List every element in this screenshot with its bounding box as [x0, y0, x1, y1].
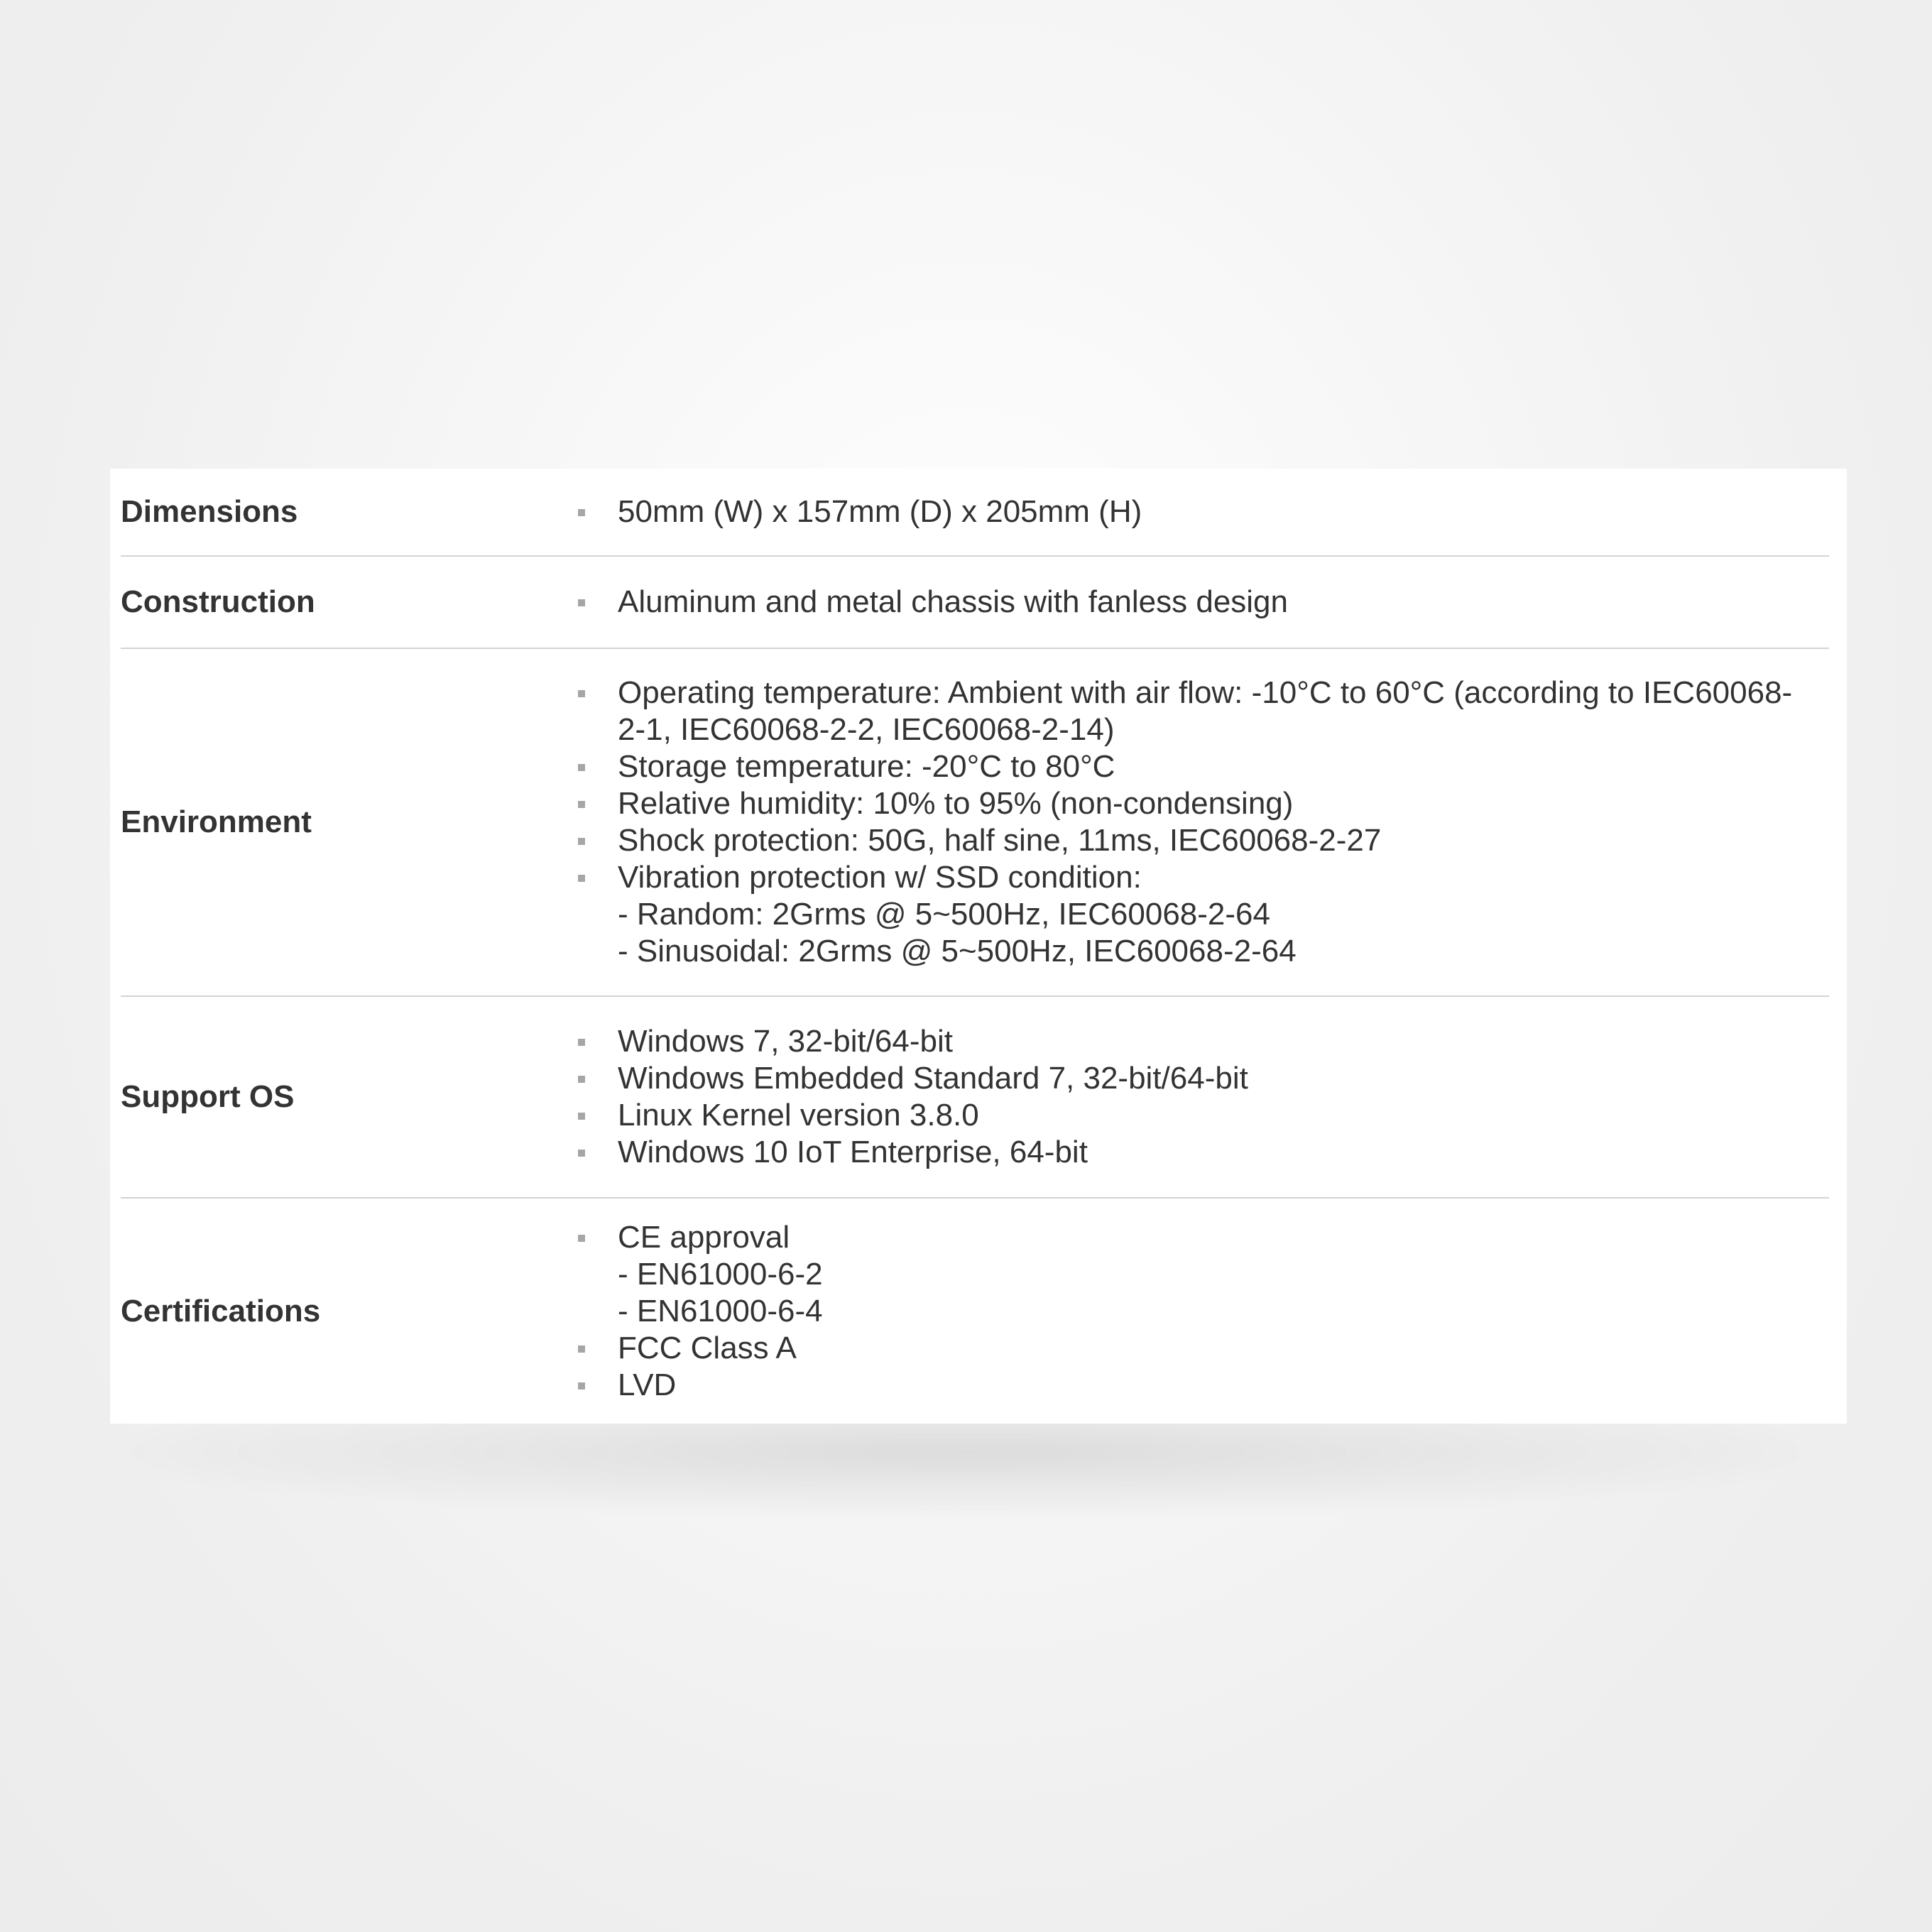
spec-row-environment	[121, 649, 1829, 997]
spec-item-line: FCC Class A	[618, 1330, 797, 1365]
spec-row-certifications	[121, 1199, 1829, 1424]
square-bullet-icon	[578, 1346, 585, 1353]
spec-item-line: CE approval	[618, 1219, 790, 1255]
spec-values-support-os	[618, 997, 1829, 1197]
specification-table	[110, 469, 1847, 1424]
square-bullet-icon	[578, 1039, 585, 1046]
spec-item-line: 2-1, IEC60068-2-2, IEC60068-2-14)	[618, 712, 1115, 747]
square-bullet-icon	[578, 1113, 585, 1120]
spec-item-line: Aluminum and metal chassis with fanless design	[618, 584, 1289, 619]
spec-item-line: Operating temperature: Ambient with air flow: -10°C to 60°C (according to IEC60068-	[618, 675, 1793, 710]
spec-item-line: Relative humidity: 10% to 95% (non-condensing)	[618, 786, 1294, 821]
spec-row-dimensions	[121, 469, 1829, 557]
spec-label-construction: Construction	[121, 584, 315, 619]
square-bullet-icon	[578, 1235, 585, 1242]
spec-item-line: - EN61000-6-4	[618, 1293, 823, 1328]
spec-item	[618, 785, 1829, 822]
spec-item	[618, 1134, 1829, 1171]
spec-label-environment: Environment	[121, 804, 312, 839]
spec-item-line: - Sinusoidal: 2Grms @ 5~500Hz, IEC60068-2-64	[618, 934, 1297, 968]
square-bullet-icon	[578, 764, 585, 771]
spec-row-construction	[121, 557, 1829, 649]
square-bullet-icon	[578, 690, 585, 697]
spec-item	[618, 1060, 1829, 1097]
spec-values-construction	[618, 557, 1829, 648]
spec-item-line: LVD	[618, 1367, 677, 1402]
spec-item	[618, 584, 1829, 621]
spec-item-line: Windows 10 IoT Enterprise, 64-bit	[618, 1135, 1088, 1169]
spec-values-certifications	[618, 1199, 1829, 1424]
square-bullet-icon	[578, 1150, 585, 1157]
spec-item-line: - EN61000-6-2	[618, 1256, 823, 1292]
spec-item-line: Windows Embedded Standard 7, 32-bit/64-bit	[618, 1061, 1248, 1096]
spec-item	[618, 1097, 1829, 1134]
spec-item-line: - Random: 2Grms @ 5~500Hz, IEC60068-2-64	[618, 897, 1270, 932]
square-bullet-icon	[578, 599, 585, 606]
spec-item	[618, 748, 1829, 785]
square-bullet-icon	[578, 801, 585, 808]
spec-item-line: Vibration protection w/ SSD condition:	[618, 860, 1142, 895]
spec-item	[618, 1367, 1829, 1404]
spec-item	[618, 1330, 1829, 1367]
spec-item-line: Shock protection: 50G, half sine, 11ms, IEC60068-2-27	[618, 823, 1382, 858]
spec-label-certifications: Certifications	[121, 1293, 321, 1328]
spec-item-line: 50mm (W) x 157mm (D) x 205mm (H)	[618, 494, 1142, 529]
square-bullet-icon	[578, 875, 585, 882]
square-bullet-icon	[578, 1382, 585, 1390]
card-floor-shadow	[128, 1409, 1803, 1516]
spec-item	[618, 822, 1829, 859]
spec-item	[618, 675, 1829, 748]
spec-item	[618, 493, 1829, 530]
square-bullet-icon	[578, 509, 585, 516]
square-bullet-icon	[578, 838, 585, 845]
spec-row-support-os	[121, 997, 1829, 1199]
spec-values-dimensions	[618, 469, 1829, 555]
spec-item	[618, 859, 1829, 970]
spec-item	[618, 1219, 1829, 1330]
spec-values-environment	[618, 649, 1829, 995]
spec-label-dimensions: Dimensions	[121, 494, 298, 529]
spec-item-line: Storage temperature: -20°C to 80°C	[618, 749, 1115, 784]
spec-item-line: Windows 7, 32-bit/64-bit	[618, 1024, 953, 1059]
square-bullet-icon	[578, 1076, 585, 1083]
spec-item-line: Linux Kernel version 3.8.0	[618, 1098, 979, 1133]
spec-label-support-os: Support OS	[121, 1079, 295, 1114]
spec-item	[618, 1023, 1829, 1060]
